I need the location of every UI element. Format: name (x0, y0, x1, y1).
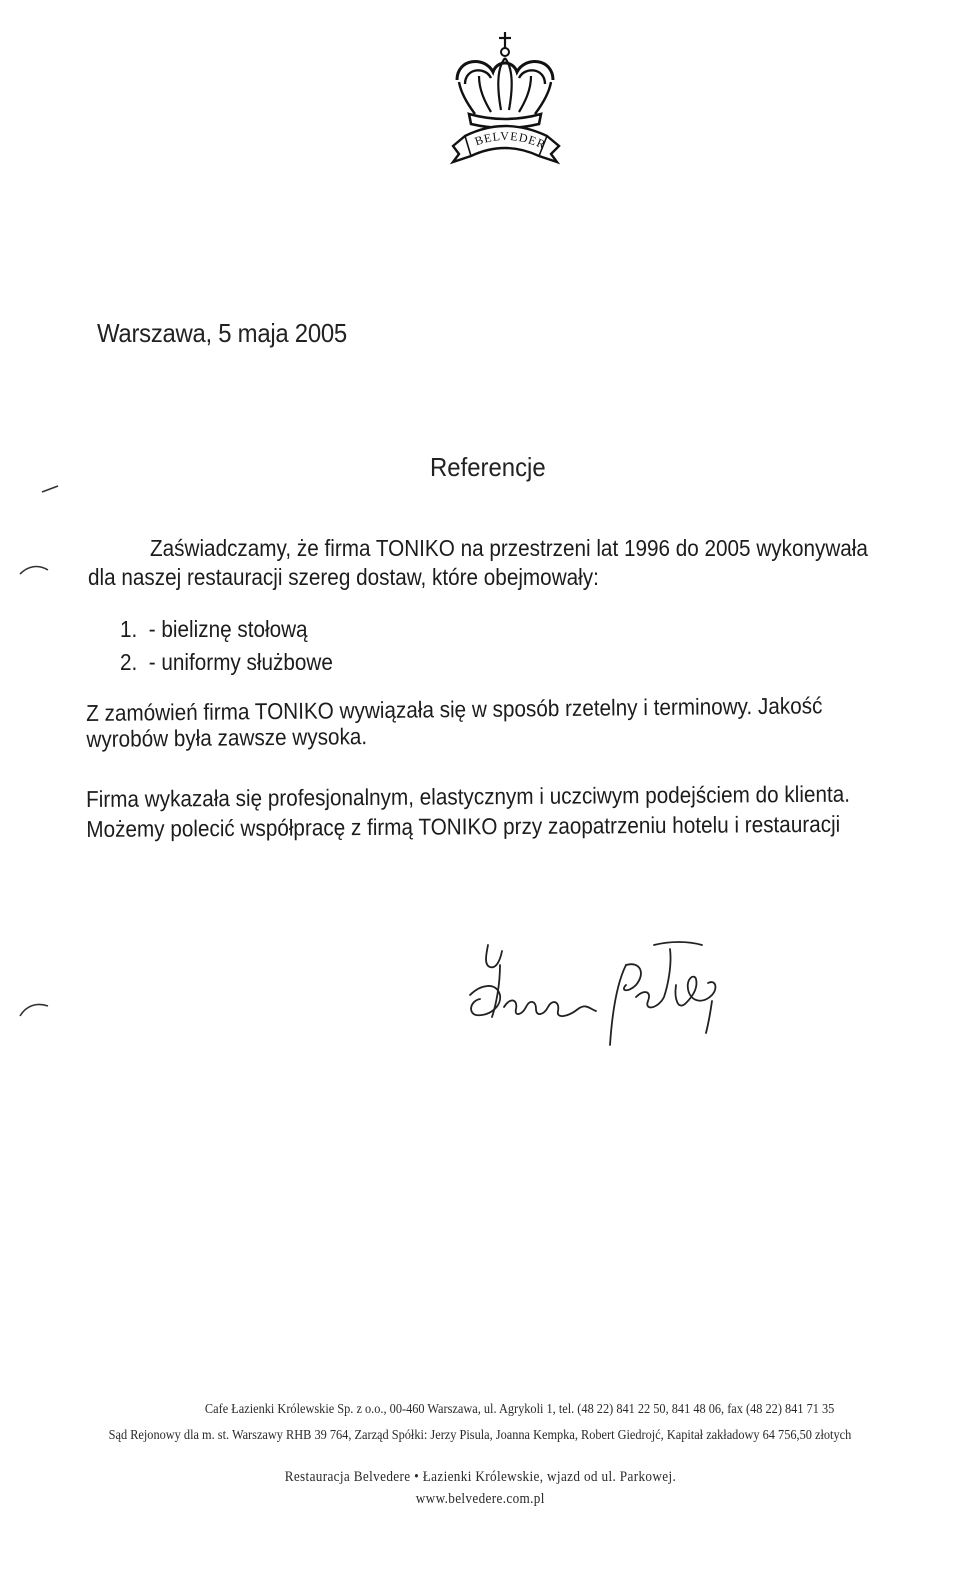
paragraph-recommendation (86, 778, 935, 844)
services-list (120, 613, 356, 679)
scan-mark (36, 478, 66, 502)
paragraph-recommendation-line-2: Możemy polecić współpracę z firmą TONIKO przy zaopatrzeniu hotelu i restauracji (86, 810, 841, 842)
list-item: 1. - bieliznę stołową (120, 616, 308, 642)
scan-mark (16, 996, 56, 1026)
list-item: 2. - uniformy służbowe (120, 649, 333, 675)
belvedere-crown-logo (435, 28, 575, 178)
paragraph-recommendation-line-1: Firma wykazała się profesjonalnym, elastycznym i uczciwym podejściem do klienta. (86, 780, 851, 812)
paragraph-quality-line-1: Z zamówień firma TONIKO wywiązała się w sposób rzetelny i terminowy. Jakość (86, 692, 823, 726)
letter-date: Warszawa, 5 maja 2005 (97, 318, 347, 348)
paragraph-intro (88, 534, 888, 592)
logo-ribbon-text: BELVEDER (472, 128, 549, 152)
paragraph-quality (86, 691, 905, 752)
scan-mark (18, 558, 58, 582)
footer-registration: Sąd Rejonowy dla m. st. Warszawy RHB 39 764, Zarząd Spółki: Jerzy Pisula, Joanna Kempka, Robert Giedrojć, Kapitał zakładowy 64 756,50 złotych (108, 1428, 852, 1443)
paragraph-intro-line-2: dla naszej restauracji szereg dostaw, które obejmowały: (88, 564, 599, 590)
footer-company-address: Cafe Łazienki Królewskie Sp. z o.o., 00-460 Warszawa, ul. Agrykoli 1, tel. (48 22) 841 22 50, 841 48 06, fax (48 22) 841 71 35 (205, 1402, 835, 1417)
handwritten-signature (440, 925, 750, 1060)
footer-restaurant-location: Restauracja Belvedere • Łazienki Królewskie, wjazd od ul. Parkowej. (284, 1469, 676, 1485)
footer-website-link[interactable]: www.belvedere.com.pl (415, 1491, 545, 1507)
crown-icon (435, 28, 575, 178)
paragraph-quality-line-2: wyrobów była zawsze wysoka. (86, 723, 368, 752)
paragraph-intro-line-1: Zaświadczamy, że firma TONIKO na przestrzeni lat 1996 do 2005 wykonywała (150, 535, 868, 561)
letter-title: Referencje (430, 452, 546, 482)
